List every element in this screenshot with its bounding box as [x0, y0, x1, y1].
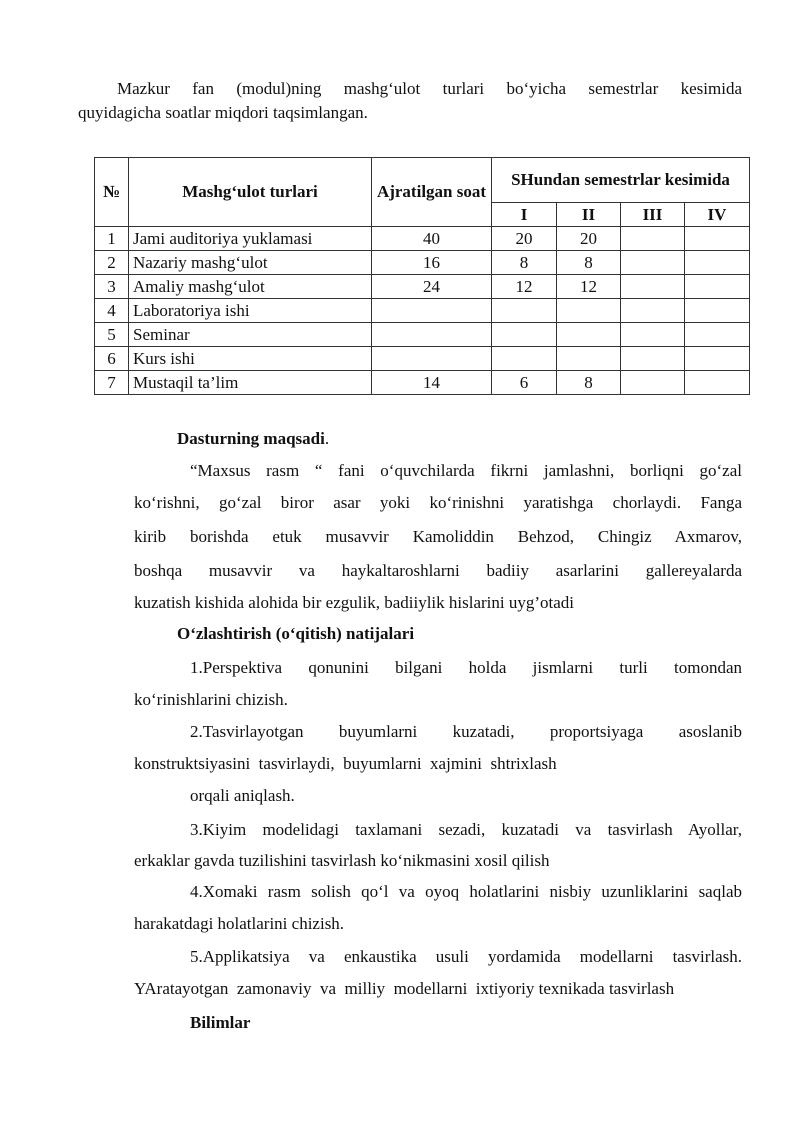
row-sem-2: [557, 299, 621, 323]
row-sem-4: [685, 299, 750, 323]
table-row: [95, 299, 750, 323]
result-2-line-2: konstruktsiyasini tasvirlaydi, buyumlarni xajmini shtrixlash: [134, 754, 557, 773]
result-1-line-1: 1.Perspektiva qonunini bilgani holda jismlarni turli tomondan: [190, 658, 742, 677]
row-sem-3: [621, 323, 685, 347]
header-sem-4: IV: [685, 203, 750, 227]
result-3-line-2: erkaklar gavda tuzilishini tasvirlash ko‘nikmasini xosil qilish: [134, 851, 550, 870]
row-type: Mustaqil ta’lim: [129, 371, 372, 395]
row-sem-3: [621, 227, 685, 251]
results-heading: O‘zlashtirish (o‘qitish) natijalari: [177, 624, 415, 643]
row-hours: [372, 323, 492, 347]
row-sem-2: 20: [557, 227, 621, 251]
goal-line-3: kirib borishda etuk musavvir Kamoliddin Behzod, Chingiz Axmarov,: [134, 527, 742, 546]
row-sem-3: [621, 347, 685, 371]
row-number: 6: [95, 347, 129, 371]
row-sem-1: [492, 347, 557, 371]
row-type: Amaliy mashg‘ulot: [129, 275, 372, 299]
goal-heading-punct: .: [324, 429, 330, 448]
table-row: [95, 251, 750, 275]
result-4-line-1: 4.Xomaki rasm solish qo‘l va oyoq holatlarini nisbiy uzunliklarini saqlab: [190, 882, 742, 901]
row-sem-2: 8: [557, 251, 621, 275]
row-type: Nazariy mashg‘ulot: [129, 251, 372, 275]
goal-line-5: kuzatish kishida alohida bir ezgulik, badiiylik hislarini uyg’otadi: [134, 593, 575, 612]
header-sem-1: I: [492, 203, 557, 227]
goal-line-2: ko‘rishni, go‘zal biror asar yoki ko‘rinishni yaratishga chorlaydi. Fanga: [134, 493, 742, 512]
row-sem-4: [685, 251, 750, 275]
row-sem-3: [621, 371, 685, 395]
row-hours: 14: [372, 371, 492, 395]
row-type: Laboratoriya ishi: [129, 299, 372, 323]
knowledge-heading: Bilimlar: [190, 1013, 251, 1032]
row-number: 2: [95, 251, 129, 275]
table-row: [95, 275, 750, 299]
table-row: [95, 323, 750, 347]
header-sem-2: II: [557, 203, 621, 227]
row-sem-2: [557, 347, 621, 371]
goal-heading: [177, 427, 329, 451]
result-3-line-1: 3.Kiyim modelidagi taxlamani sezadi, kuzatadi va tasvirlash Ayollar,: [190, 820, 742, 839]
header-type: Mashg‘ulot turlari: [129, 158, 372, 227]
table-row: [95, 227, 750, 251]
goal-heading-text: Dasturning maqsadi: [177, 429, 325, 448]
row-sem-1: 20: [492, 227, 557, 251]
header-sem-3: III: [621, 203, 685, 227]
row-sem-1: 12: [492, 275, 557, 299]
header-hours: Ajratilgan soat: [372, 158, 492, 227]
row-sem-3: [621, 251, 685, 275]
row-sem-1: [492, 299, 557, 323]
row-number: 1: [95, 227, 129, 251]
row-type: Seminar: [129, 323, 372, 347]
row-type: Kurs ishi: [129, 347, 372, 371]
row-sem-4: [685, 347, 750, 371]
result-4-line-2: harakatdagi holatlarini chizish.: [134, 914, 345, 933]
table-header-row: [95, 158, 750, 203]
result-2-line-1: 2.Tasvirlayotgan buyumlarni kuzatadi, proportsiyaga asoslanib: [190, 722, 742, 741]
row-number: 7: [95, 371, 129, 395]
intro-line-2: quyidagicha soatlar miqdori taqsimlangan.: [78, 103, 368, 122]
row-sem-1: 8: [492, 251, 557, 275]
row-number: 5: [95, 323, 129, 347]
header-number: №: [95, 158, 129, 227]
hours-table: [94, 157, 750, 395]
row-type: Jami auditoriya yuklamasi: [129, 227, 372, 251]
row-sem-4: [685, 323, 750, 347]
row-hours: [372, 299, 492, 323]
row-hours: 24: [372, 275, 492, 299]
result-5-line-2: YAratayotgan zamonaviy va milliy modellarni ixtiyoriy texnikada tasvirlash: [134, 979, 675, 998]
result-1-line-2: ko‘rinishlarini chizish.: [134, 690, 288, 709]
header-semesters: SHundan semestrlar kesimida: [492, 158, 750, 203]
row-sem-1: [492, 323, 557, 347]
goal-line-1: “Maxsus rasm “ fani o‘quvchilarda fikrni jamlashni, borliqni go‘zal: [190, 461, 742, 480]
row-sem-4: [685, 371, 750, 395]
goal-line-4: boshqa musavvir va haykaltaroshlarni badiiy asarlarini gallereyalarda: [134, 561, 742, 580]
row-hours: [372, 347, 492, 371]
row-sem-2: 12: [557, 275, 621, 299]
table-row: [95, 371, 750, 395]
result-2-line-3: orqali aniqlash.: [190, 786, 295, 805]
row-sem-3: [621, 299, 685, 323]
row-sem-1: 6: [492, 371, 557, 395]
row-sem-4: [685, 227, 750, 251]
row-sem-2: 8: [557, 371, 621, 395]
result-5-line-1: 5.Applikatsiya va enkaustika usuli yordamida modellarni tasvirlash.: [190, 947, 742, 966]
row-number: 4: [95, 299, 129, 323]
row-sem-3: [621, 275, 685, 299]
row-number: 3: [95, 275, 129, 299]
row-sem-4: [685, 275, 750, 299]
table-row: [95, 347, 750, 371]
intro-line-1: Mazkur fan (modul)ning mashg‘ulot turlari bo‘yicha semestrlar kesimida: [117, 79, 742, 98]
row-hours: 16: [372, 251, 492, 275]
row-hours: 40: [372, 227, 492, 251]
row-sem-2: [557, 323, 621, 347]
